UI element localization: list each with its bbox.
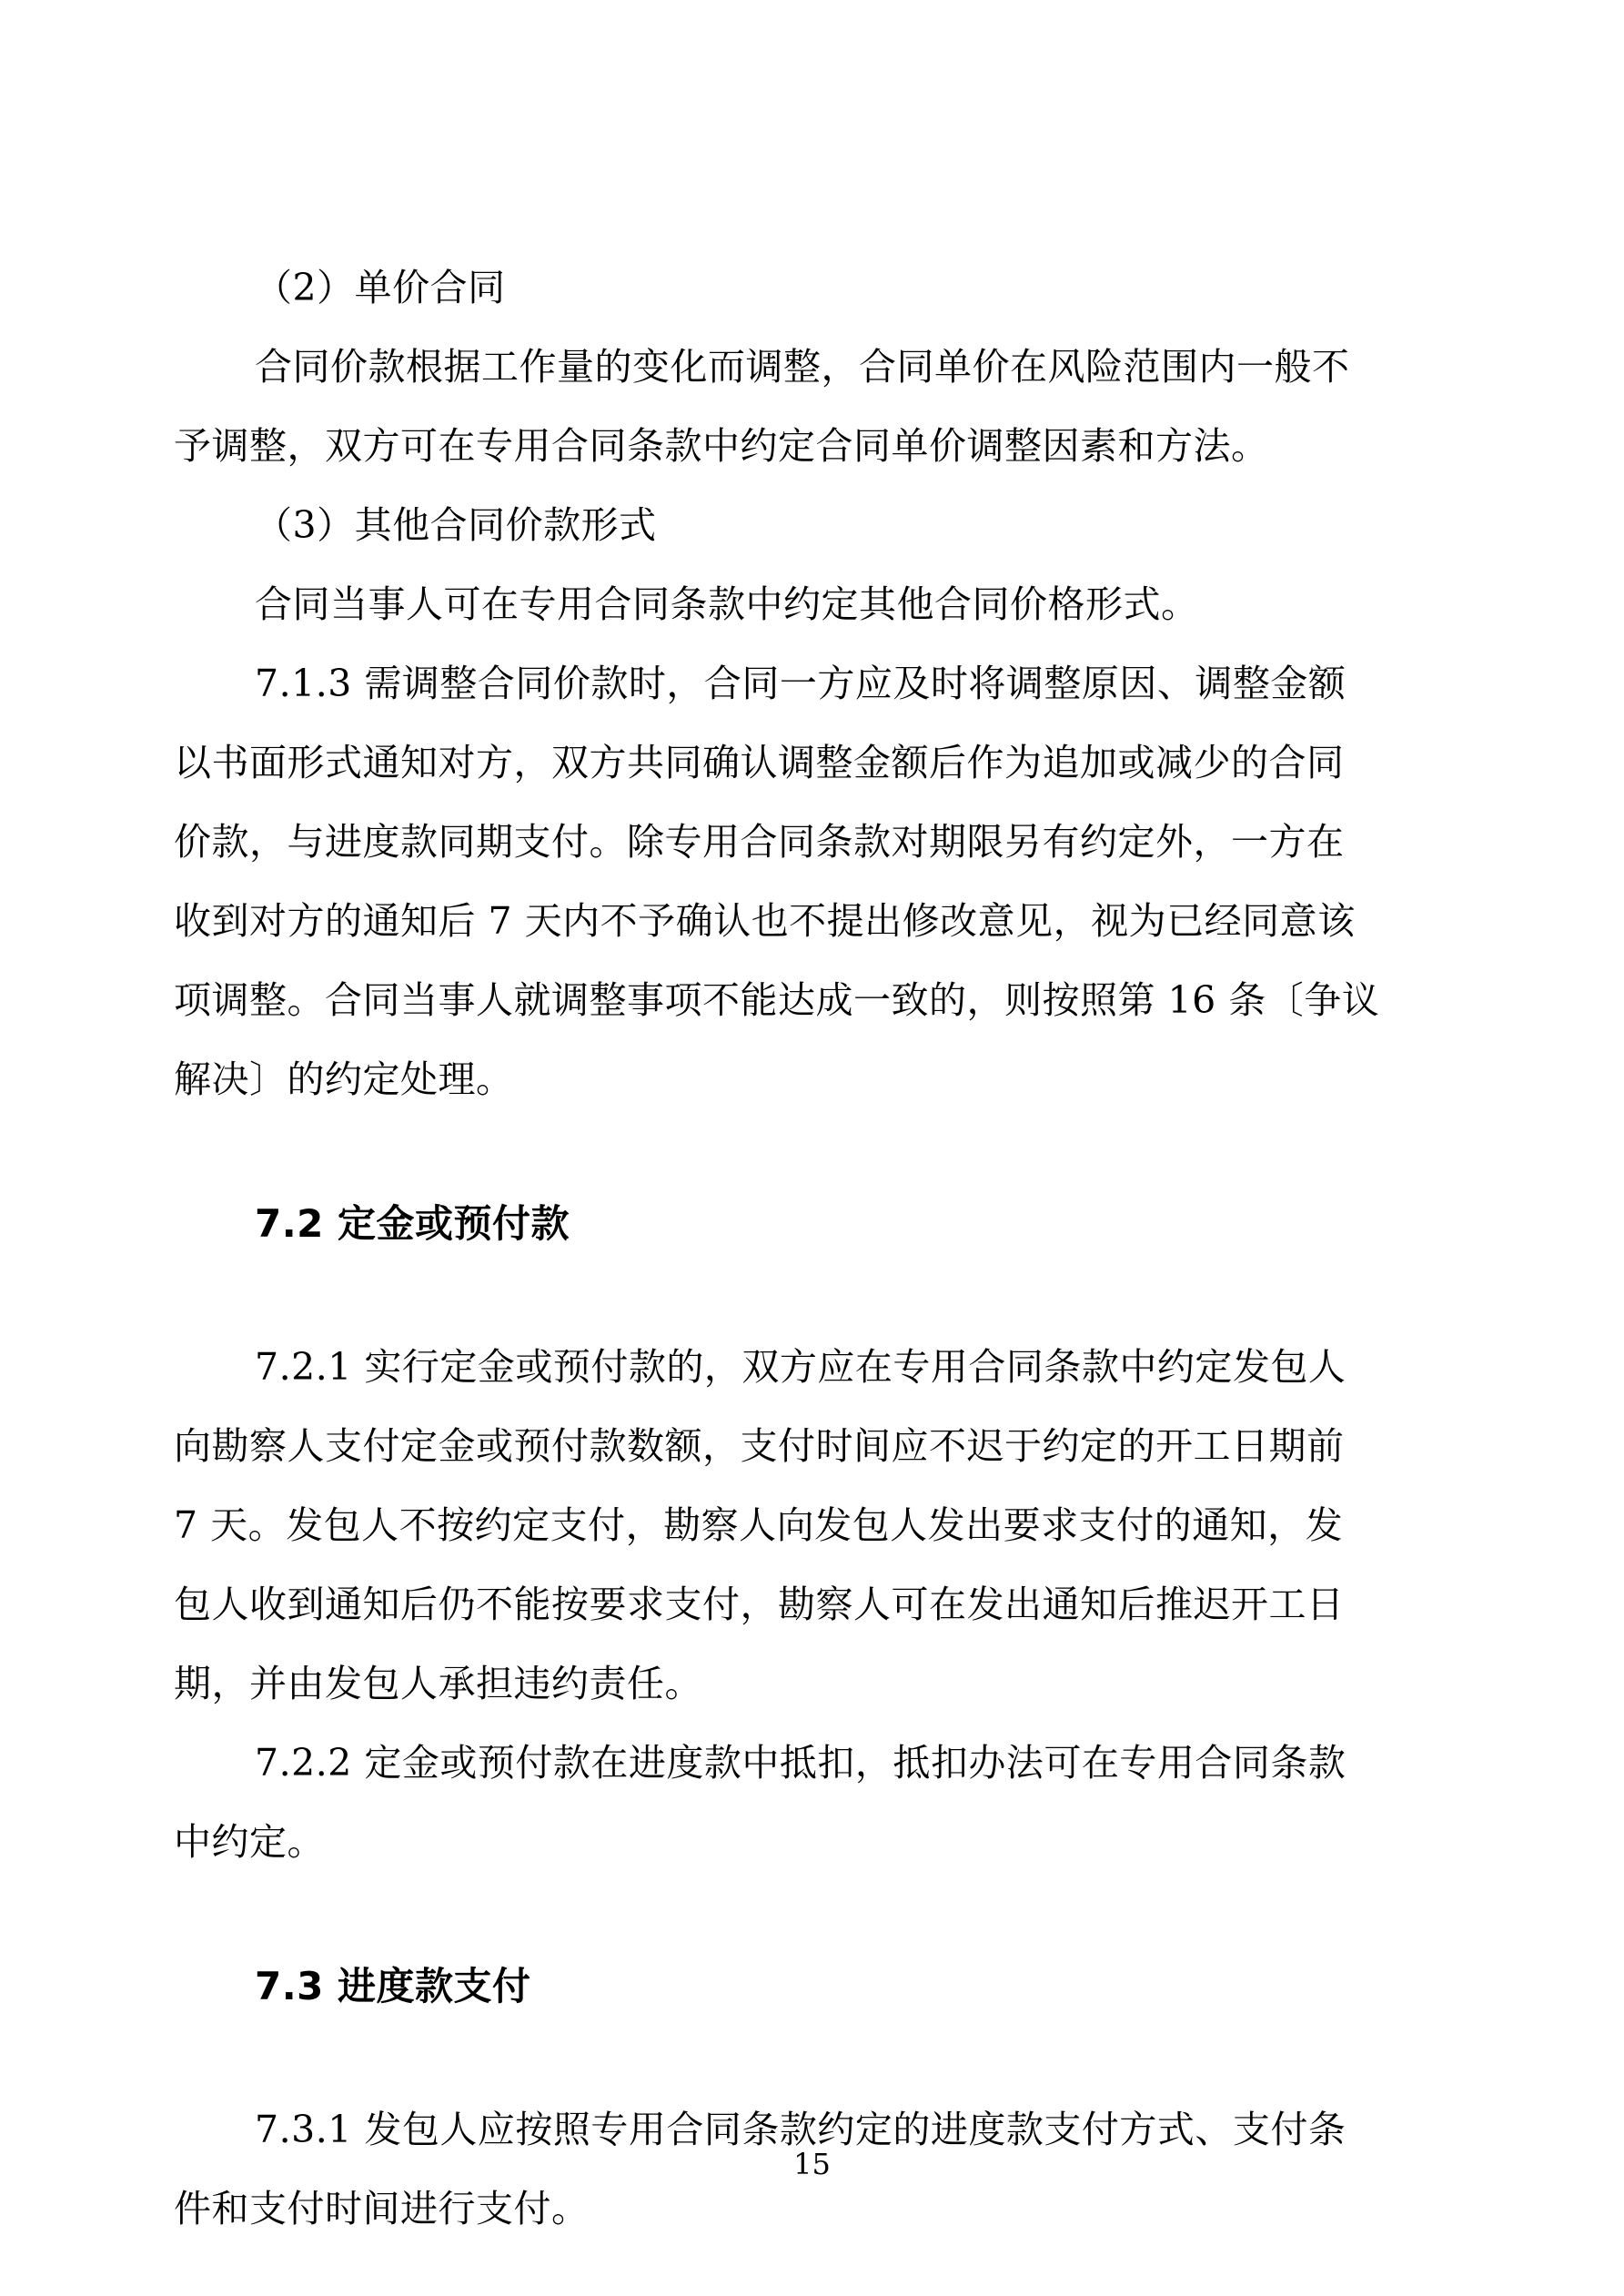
- text-line: 项调整。合同当事人就调整事项不能达成一致的，则按照第 16 条〔争议: [174, 978, 1380, 1022]
- text-line: 收到对方的通知后 7 天内不予确认也不提出修改意见，视为已经同意该: [174, 899, 1356, 943]
- document-body: [174, 248, 1457, 2249]
- text-line: （2）单价合同: [255, 266, 506, 309]
- clause-7-2-1: [174, 1328, 1457, 1724]
- text-line: 包人收到通知后仍不能按要求支付，勘察人可在发出通知后推迟开工日: [174, 1583, 1345, 1626]
- text-line: 7.2.1 实行定金或预付款的，双方应在专用合同条款中约定发包人: [255, 1345, 1347, 1389]
- heading-7-2: [174, 1184, 1457, 1263]
- text-line: 合同当事人可在专用合同条款中约定其他合同价格形式。: [255, 582, 1199, 626]
- spacer: [174, 1263, 1457, 1328]
- text-line: 中约定。: [174, 1820, 325, 1864]
- spacer: [174, 1119, 1457, 1184]
- page-number: 15: [793, 2147, 831, 2181]
- spacer: [174, 2026, 1457, 2090]
- heading-text: 7.2 定金或预付款: [255, 1201, 570, 1246]
- subsection-unit-price-title: [174, 248, 1457, 328]
- text-line: 价款，与进度款同期支付。除专用合同条款对期限另有约定外，一方在: [174, 820, 1345, 864]
- text-line: 7 天。发包人不按约定支付，勘察人向发包人发出要求支付的通知，发: [174, 1503, 1344, 1547]
- text-line: 予调整，双方可在专用合同条款中约定合同单价调整因素和方法。: [174, 424, 1269, 468]
- heading-7-3: [174, 1947, 1457, 2026]
- spacer: [174, 1882, 1457, 1947]
- heading-text: 7.3 进度款支付: [255, 1964, 531, 2008]
- text-line: 以书面形式通知对方，双方共同确认调整金额后作为追加或减少的合同: [174, 741, 1345, 784]
- text-line: 7.1.3 需调整合同价款时，合同一方应及时将调整原因、调整金额: [255, 662, 1347, 705]
- clause-7-1-3: [174, 644, 1457, 1119]
- text-line: （3）其他合同价款形式: [255, 503, 657, 547]
- subsection-other-title: [174, 486, 1457, 565]
- text-line: 解决〕的约定处理。: [174, 1057, 514, 1101]
- text-line: 向勘察人支付定金或预付款数额，支付时间应不迟于约定的开工日期前: [174, 1424, 1345, 1468]
- clause-7-2-2: [174, 1724, 1457, 1882]
- text-line: 期，并由发包人承担违约责任。: [174, 1662, 702, 1705]
- paragraph-other: [174, 565, 1457, 644]
- text-line: 7.3.1 发包人应按照专用合同条款约定的进度款支付方式、支付条: [255, 2108, 1347, 2151]
- text-line: 合同价款根据工作量的变化而调整，合同单价在风险范围内一般不: [255, 345, 1350, 389]
- text-line: 件和支付时间进行支付。: [174, 2187, 590, 2230]
- text-line: 7.2.2 定金或预付款在进度款中抵扣，抵扣办法可在专用合同条款: [255, 1741, 1347, 1785]
- paragraph-unit-price: [174, 328, 1457, 486]
